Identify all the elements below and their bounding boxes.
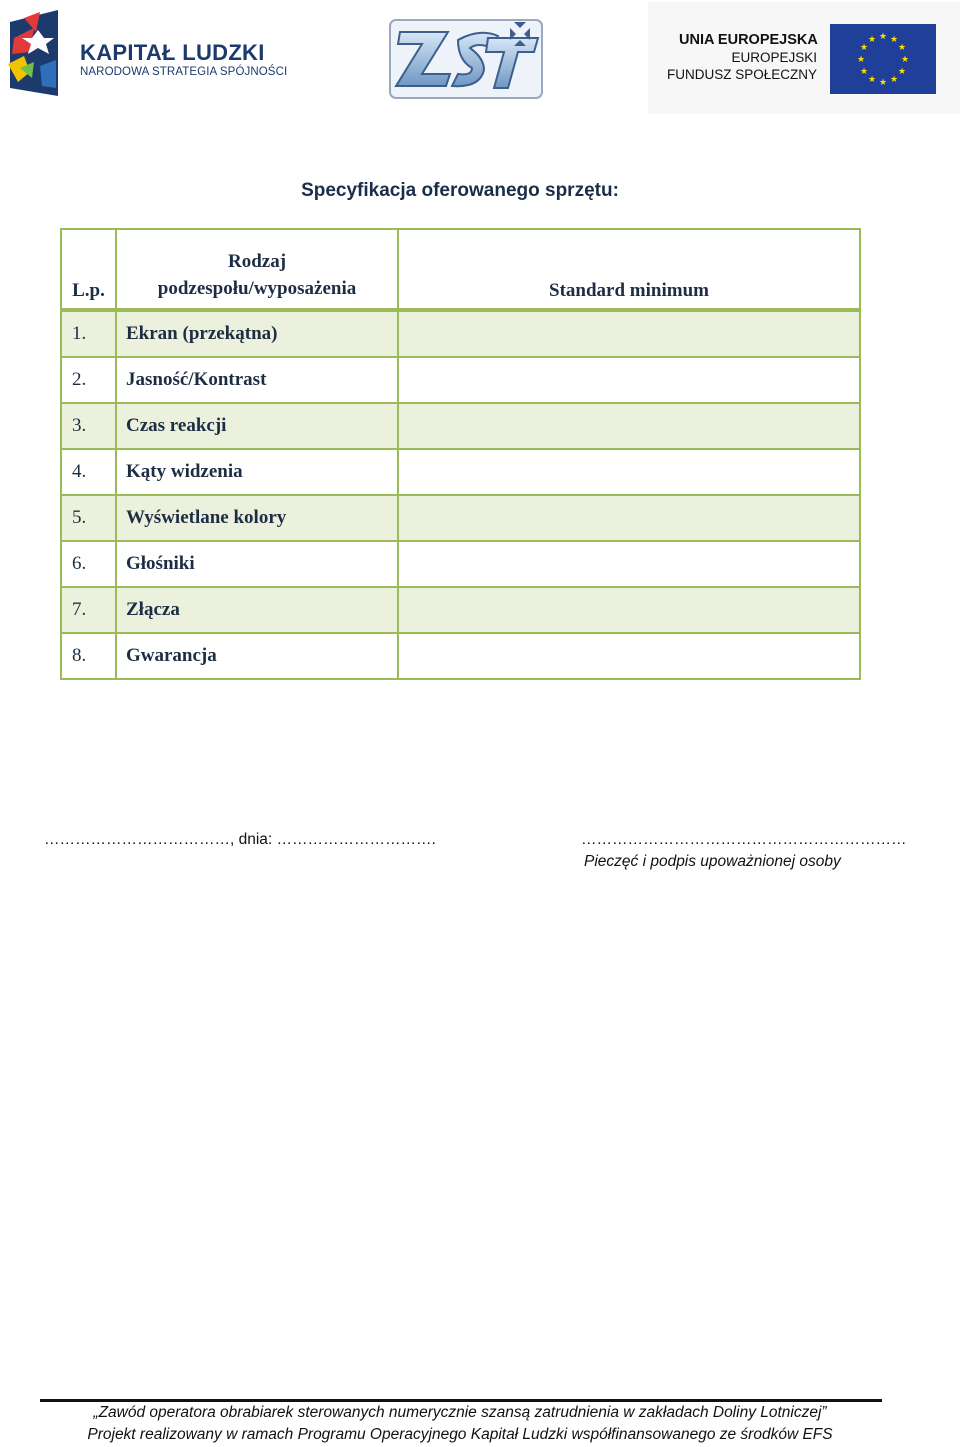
- svg-text:★: ★: [859, 67, 869, 77]
- svg-text:★: ★: [878, 32, 888, 42]
- row-standard-cell[interactable]: [398, 310, 860, 357]
- svg-text:★: ★: [856, 55, 866, 65]
- table-row: [61, 449, 860, 495]
- header-component-line2: podzespołu/wyposażenia: [157, 278, 357, 299]
- row-component: Ekran (przekątna): [116, 310, 398, 357]
- kapital-ludzki-subtitle: NARODOWA STRATEGIA SPÓJNOŚCI: [80, 66, 288, 78]
- table-row: [61, 357, 860, 403]
- place-date-line: ………………………………, dnia: ………………………….: [44, 831, 436, 848]
- row-component: Jasność/Kontrast: [116, 357, 398, 403]
- header-standard: Standard minimum: [398, 229, 860, 310]
- table-row: [61, 633, 860, 679]
- row-standard-cell[interactable]: [398, 587, 860, 633]
- svg-text:★: ★: [878, 78, 888, 88]
- header-component: [116, 229, 398, 310]
- kapital-ludzki-logo: [4, 8, 288, 100]
- svg-text:★: ★: [897, 67, 907, 77]
- zst-logo: [388, 18, 544, 100]
- row-component: Kąty widzenia: [116, 449, 398, 495]
- row-number: 7.: [61, 587, 116, 633]
- eu-flag-icon: [830, 24, 936, 94]
- svg-text:★: ★: [889, 75, 899, 85]
- row-number: 8.: [61, 633, 116, 679]
- row-component: Złącza: [116, 587, 398, 633]
- document-title: Specyfikacja oferowanego sprzętu:: [301, 180, 619, 201]
- row-standard-cell[interactable]: [398, 403, 860, 449]
- table-row: [61, 541, 860, 587]
- svg-text:★: ★: [900, 55, 910, 65]
- header-lp: L.p.: [61, 229, 116, 310]
- kapital-ludzki-emblem-icon: [4, 8, 74, 100]
- svg-text:★: ★: [889, 35, 899, 45]
- specification-table: [60, 228, 861, 680]
- row-standard-cell[interactable]: [398, 541, 860, 587]
- row-number: 4.: [61, 449, 116, 495]
- row-standard-cell[interactable]: [398, 357, 860, 403]
- row-number: 6.: [61, 541, 116, 587]
- table-row: [61, 310, 860, 357]
- svg-text:★: ★: [867, 35, 877, 45]
- table-row: [61, 403, 860, 449]
- table-header-row: [61, 229, 860, 310]
- footer-project-title: „Zawód operatora obrabiarek sterowanych numerycznie szansą zatrudnienia w zakładach Doliny Lotniczej”: [93, 1404, 827, 1421]
- signature-caption: Pieczęć i podpis upoważnionej osoby: [584, 853, 841, 870]
- zst-emblem-icon: [388, 18, 544, 100]
- row-number: 5.: [61, 495, 116, 541]
- row-number: 2.: [61, 357, 116, 403]
- footer-divider: [40, 1399, 882, 1402]
- table-row: [61, 495, 860, 541]
- svg-text:★: ★: [897, 43, 907, 53]
- eu-logo: [648, 2, 960, 114]
- kapital-ludzki-title: KAPITAŁ LUDZKI: [80, 40, 265, 65]
- header-component-line1: Rodzaj: [227, 251, 287, 272]
- svg-text:★: ★: [867, 75, 877, 85]
- row-number: 1.: [61, 310, 116, 357]
- footer-funding-note: Projekt realizowany w ramach Programu Operacyjnego Kapitał Ludzki współfinansowanego ze środków EFS: [87, 1426, 833, 1443]
- row-component: Gwarancja: [116, 633, 398, 679]
- svg-text:★: ★: [859, 43, 869, 53]
- row-standard-cell[interactable]: [398, 449, 860, 495]
- row-component: Głośniki: [116, 541, 398, 587]
- eu-logo-line1: UNIA EUROPEJSKA: [679, 32, 818, 48]
- row-standard-cell[interactable]: [398, 633, 860, 679]
- row-standard-cell[interactable]: [398, 495, 860, 541]
- signature-line: ………………………………………………………: [581, 831, 907, 848]
- eu-logo-line3: FUNDUSZ SPOŁECZNY: [666, 67, 817, 82]
- row-component: Czas reakcji: [116, 403, 398, 449]
- row-component: Wyświetlane kolory: [116, 495, 398, 541]
- table-row: [61, 587, 860, 633]
- row-number: 3.: [61, 403, 116, 449]
- eu-logo-line2: EUROPEJSKI: [731, 50, 817, 65]
